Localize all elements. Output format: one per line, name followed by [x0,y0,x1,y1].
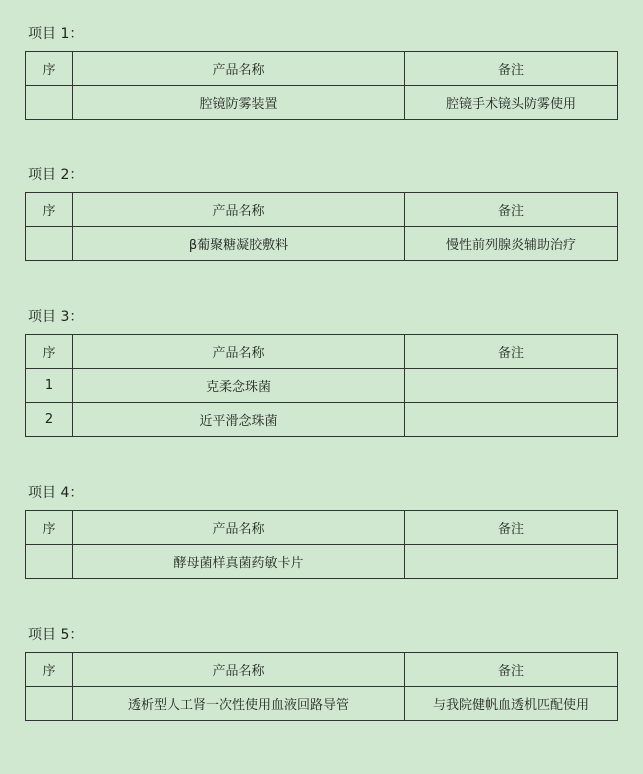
header-note: 备注 [405,511,618,545]
cell-seq [26,86,73,120]
product-table [25,652,618,721]
table-row [26,86,618,120]
section-title: 项目 1： [28,26,84,42]
header-product-name: 产品名称 [73,193,405,227]
cell-seq [26,545,73,579]
project-section-1 [25,25,617,120]
project-section-4 [25,484,617,579]
project-section-2 [25,166,617,261]
cell-product-name: 近平滑念珠菌 [73,403,405,437]
header-seq: 序 [26,511,73,545]
product-table [25,334,618,437]
table-row [26,687,618,721]
header-note: 备注 [405,193,618,227]
cell-note [405,369,618,403]
cell-product-name: 克柔念珠菌 [73,369,405,403]
cell-product-name: 透析型人工肾一次性使用血液回路导管 [73,687,405,721]
cell-note [405,545,618,579]
table-header-row [26,335,618,369]
header-product-name: 产品名称 [73,511,405,545]
table-header-row [26,193,618,227]
header-note: 备注 [405,653,618,687]
cell-seq: 2 [26,403,73,437]
table-row [26,545,618,579]
section-title: 项目 3： [28,309,84,325]
cell-note [405,403,618,437]
project-section-5 [25,626,617,721]
cell-seq [26,227,73,261]
section-title: 项目 2： [28,167,84,183]
product-table [25,51,618,120]
product-table [25,192,618,261]
cell-note: 慢性前列腺炎辅助治疗 [405,227,618,261]
header-seq: 序 [26,653,73,687]
table-header-row [26,511,618,545]
header-seq: 序 [26,52,73,86]
table-row [26,227,618,261]
cell-product-name: 酵母菌样真菌药敏卡片 [73,545,405,579]
header-product-name: 产品名称 [73,52,405,86]
table-row [26,403,618,437]
table-header-row [26,653,618,687]
header-note: 备注 [405,335,618,369]
project-section-3 [25,308,617,437]
cell-seq [26,687,73,721]
section-title: 项目 4： [28,485,84,501]
table-header-row [26,52,618,86]
header-seq: 序 [26,335,73,369]
header-product-name: 产品名称 [73,335,405,369]
header-note: 备注 [405,52,618,86]
cell-note: 腔镜手术镜头防雾使用 [405,86,618,120]
cell-product-name: β葡聚糖凝胶敷料 [73,227,405,261]
cell-product-name: 腔镜防雾装置 [73,86,405,120]
cell-seq: 1 [26,369,73,403]
table-row [26,369,618,403]
header-seq: 序 [26,193,73,227]
section-title: 项目 5： [28,627,84,643]
product-table [25,510,618,579]
header-product-name: 产品名称 [73,653,405,687]
cell-note: 与我院健帆血透机匹配使用 [405,687,618,721]
